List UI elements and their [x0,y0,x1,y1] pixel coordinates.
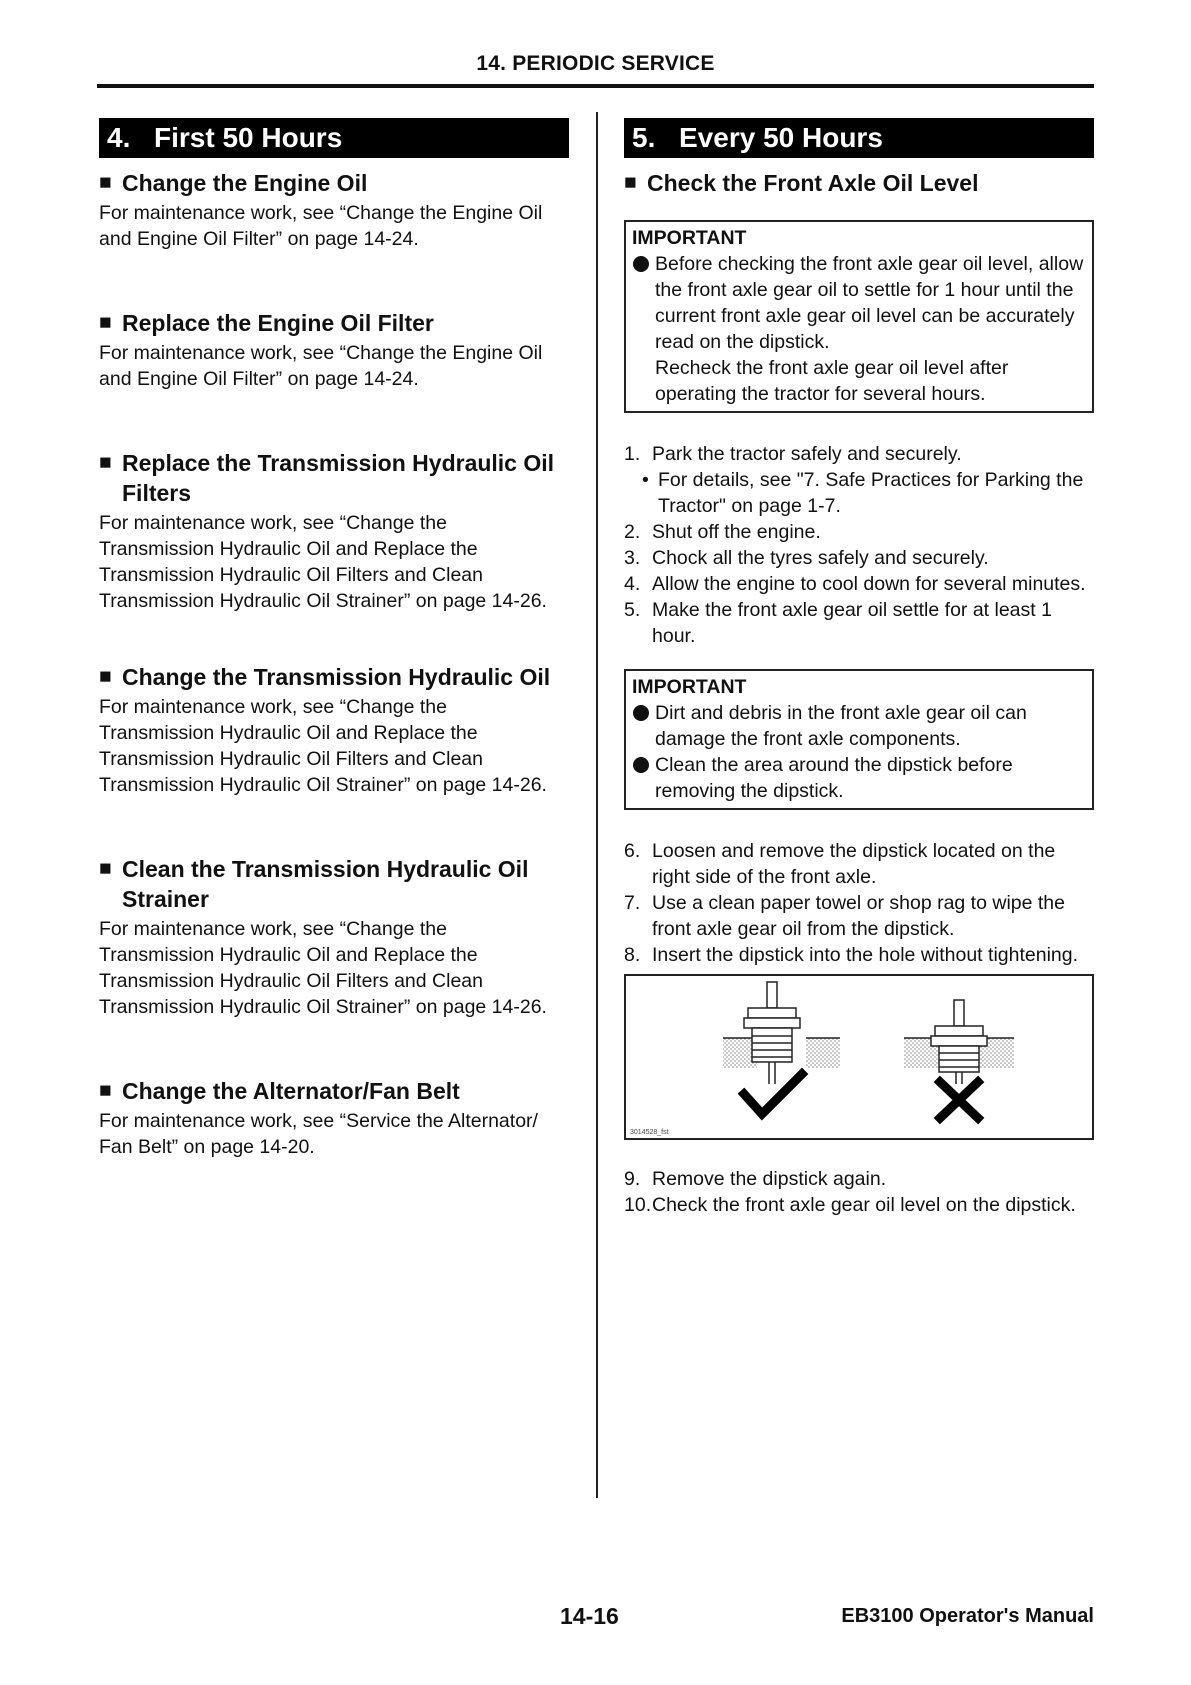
steps-list-1 [624,441,1094,649]
round-bullet-icon [633,757,649,773]
dot-bullet-icon: • [642,469,649,491]
step: 5. Make the front axle gear oil settle for at least 1 hour. [624,599,1052,647]
dipstick-incorrect [904,1000,1014,1084]
item-title: Replace the Engine Oil Filter [122,310,434,336]
section-heading-every-50-hours: 5. Every 50 Hours [624,118,1094,158]
steps-list-2 [624,838,1094,968]
dipstick-figure [624,974,1094,1140]
item-title: Clean the Transmission Hydraulic Oil Strainer [122,856,529,912]
step: 3. Chock all the tyres safely and securely. [624,547,989,569]
step: 7. Use a clean paper towel or shop rag to wipe the front axle gear oil from the dipstick. [624,892,1065,940]
right-column [624,118,1094,1218]
square-bullet-icon: ■ [99,451,112,474]
manual-title: EB3100 Operator's Manual [841,1605,1094,1627]
subsection-title: Check the Front Axle Oil Level [647,170,979,196]
square-bullet-icon: ■ [624,171,637,194]
step: 4. Allow the engine to cool down for several minutes. [624,573,1086,595]
item-body: For maintenance work, see “Change the Transmission Hydraulic Oil and Replace the Transmission Hydraulic Oil Filters and Clean Transmission Hydraulic Oil Strainer” on page 14-26. [99,918,547,1018]
page-number: 14-16 [560,1603,619,1629]
item-change-alternator-fan-belt [99,1076,569,1160]
step: 9. Remove the dipstick again. [624,1168,887,1190]
item-body: For maintenance work, see “Change the Transmission Hydraulic Oil and Replace the Transmission Hydraulic Oil Filters and Clean Transmission Hydraulic Oil Strainer” on page 14-26. [99,512,547,612]
step: 10. Check the front axle gear oil level on the dipstick. [624,1194,1076,1216]
item-change-transmission-oil [99,662,569,798]
step: 2. Shut off the engine. [624,521,821,543]
item-change-engine-oil [99,168,569,252]
item-title: Change the Alternator/Fan Belt [122,1078,460,1104]
step-sub-bullet: • For details, see "7. Safe Practices for Parking the Tractor" on page 1-7. [642,469,1084,517]
section-heading-first-50-hours: 4. First 50 Hours [99,118,569,158]
important-box-1: IMPORTANT Before checking the front axle gear oil level, allow the front axle gear oil to settle for 1 hour until the current front axle gear oil level can be accurately read on the dipstick. Recheck the front axle gear oil level after operating the tractor for several hours. [624,220,1094,413]
item-title: Replace the Transmission Hydraulic Oil Filters [122,450,555,506]
item-replace-engine-oil-filter [99,308,569,392]
check-mark-icon [744,1074,802,1114]
cross-mark-icon [940,1082,978,1118]
item-clean-transmission-strainer [99,854,569,1020]
item-title: Change the Engine Oil [122,170,368,196]
round-bullet-icon [633,256,649,272]
square-bullet-icon: ■ [99,1079,112,1102]
round-bullet-icon [633,705,649,721]
item-body: For maintenance work, see “Change the Engine Oil and Engine Oil Filter” on page 14-24. [99,202,543,250]
steps-list-3 [624,1166,1094,1218]
important-label: IMPORTANT [632,676,747,698]
item-title: Change the Transmission Hydraulic Oil [122,664,551,690]
figure-id: 3014528_fst [630,1129,669,1136]
step: 6. Loosen and remove the dipstick located on the right side of the front axle. [624,840,1056,888]
item-body: For maintenance work, see “Change the Transmission Hydraulic Oil and Replace the Transmission Hydraulic Oil Filters and Clean Transmission Hydraulic Oil Strainer” on page 14-26. [99,696,547,796]
step: 1. Park the tractor safely and securely. [624,443,962,465]
header-rule [97,84,1094,88]
important-label: IMPORTANT [632,227,747,249]
item-replace-transmission-filters [99,448,569,614]
square-bullet-icon: ■ [99,311,112,334]
item-body: For maintenance work, see “Service the Alternator/ Fan Belt” on page 14-20. [99,1110,538,1158]
square-bullet-icon: ■ [99,857,112,880]
column-divider [596,112,598,1498]
dipstick-correct [723,982,840,1084]
page-header: 14. PERIODIC SERVICE [476,52,715,75]
square-bullet-icon: ■ [99,171,112,194]
square-bullet-icon: ■ [99,665,112,688]
left-column [99,118,569,1160]
dipstick-illustration [626,976,1096,1138]
important-box-2: IMPORTANT Dirt and debris in the front axle gear oil can damage the front axle components. Clean the area around the dipstick before removing the dipstick. [624,669,1094,810]
item-body: For maintenance work, see “Change the Engine Oil and Engine Oil Filter” on page 14-24. [99,342,543,390]
step: 8. Insert the dipstick into the hole without tightening. [624,944,1079,966]
